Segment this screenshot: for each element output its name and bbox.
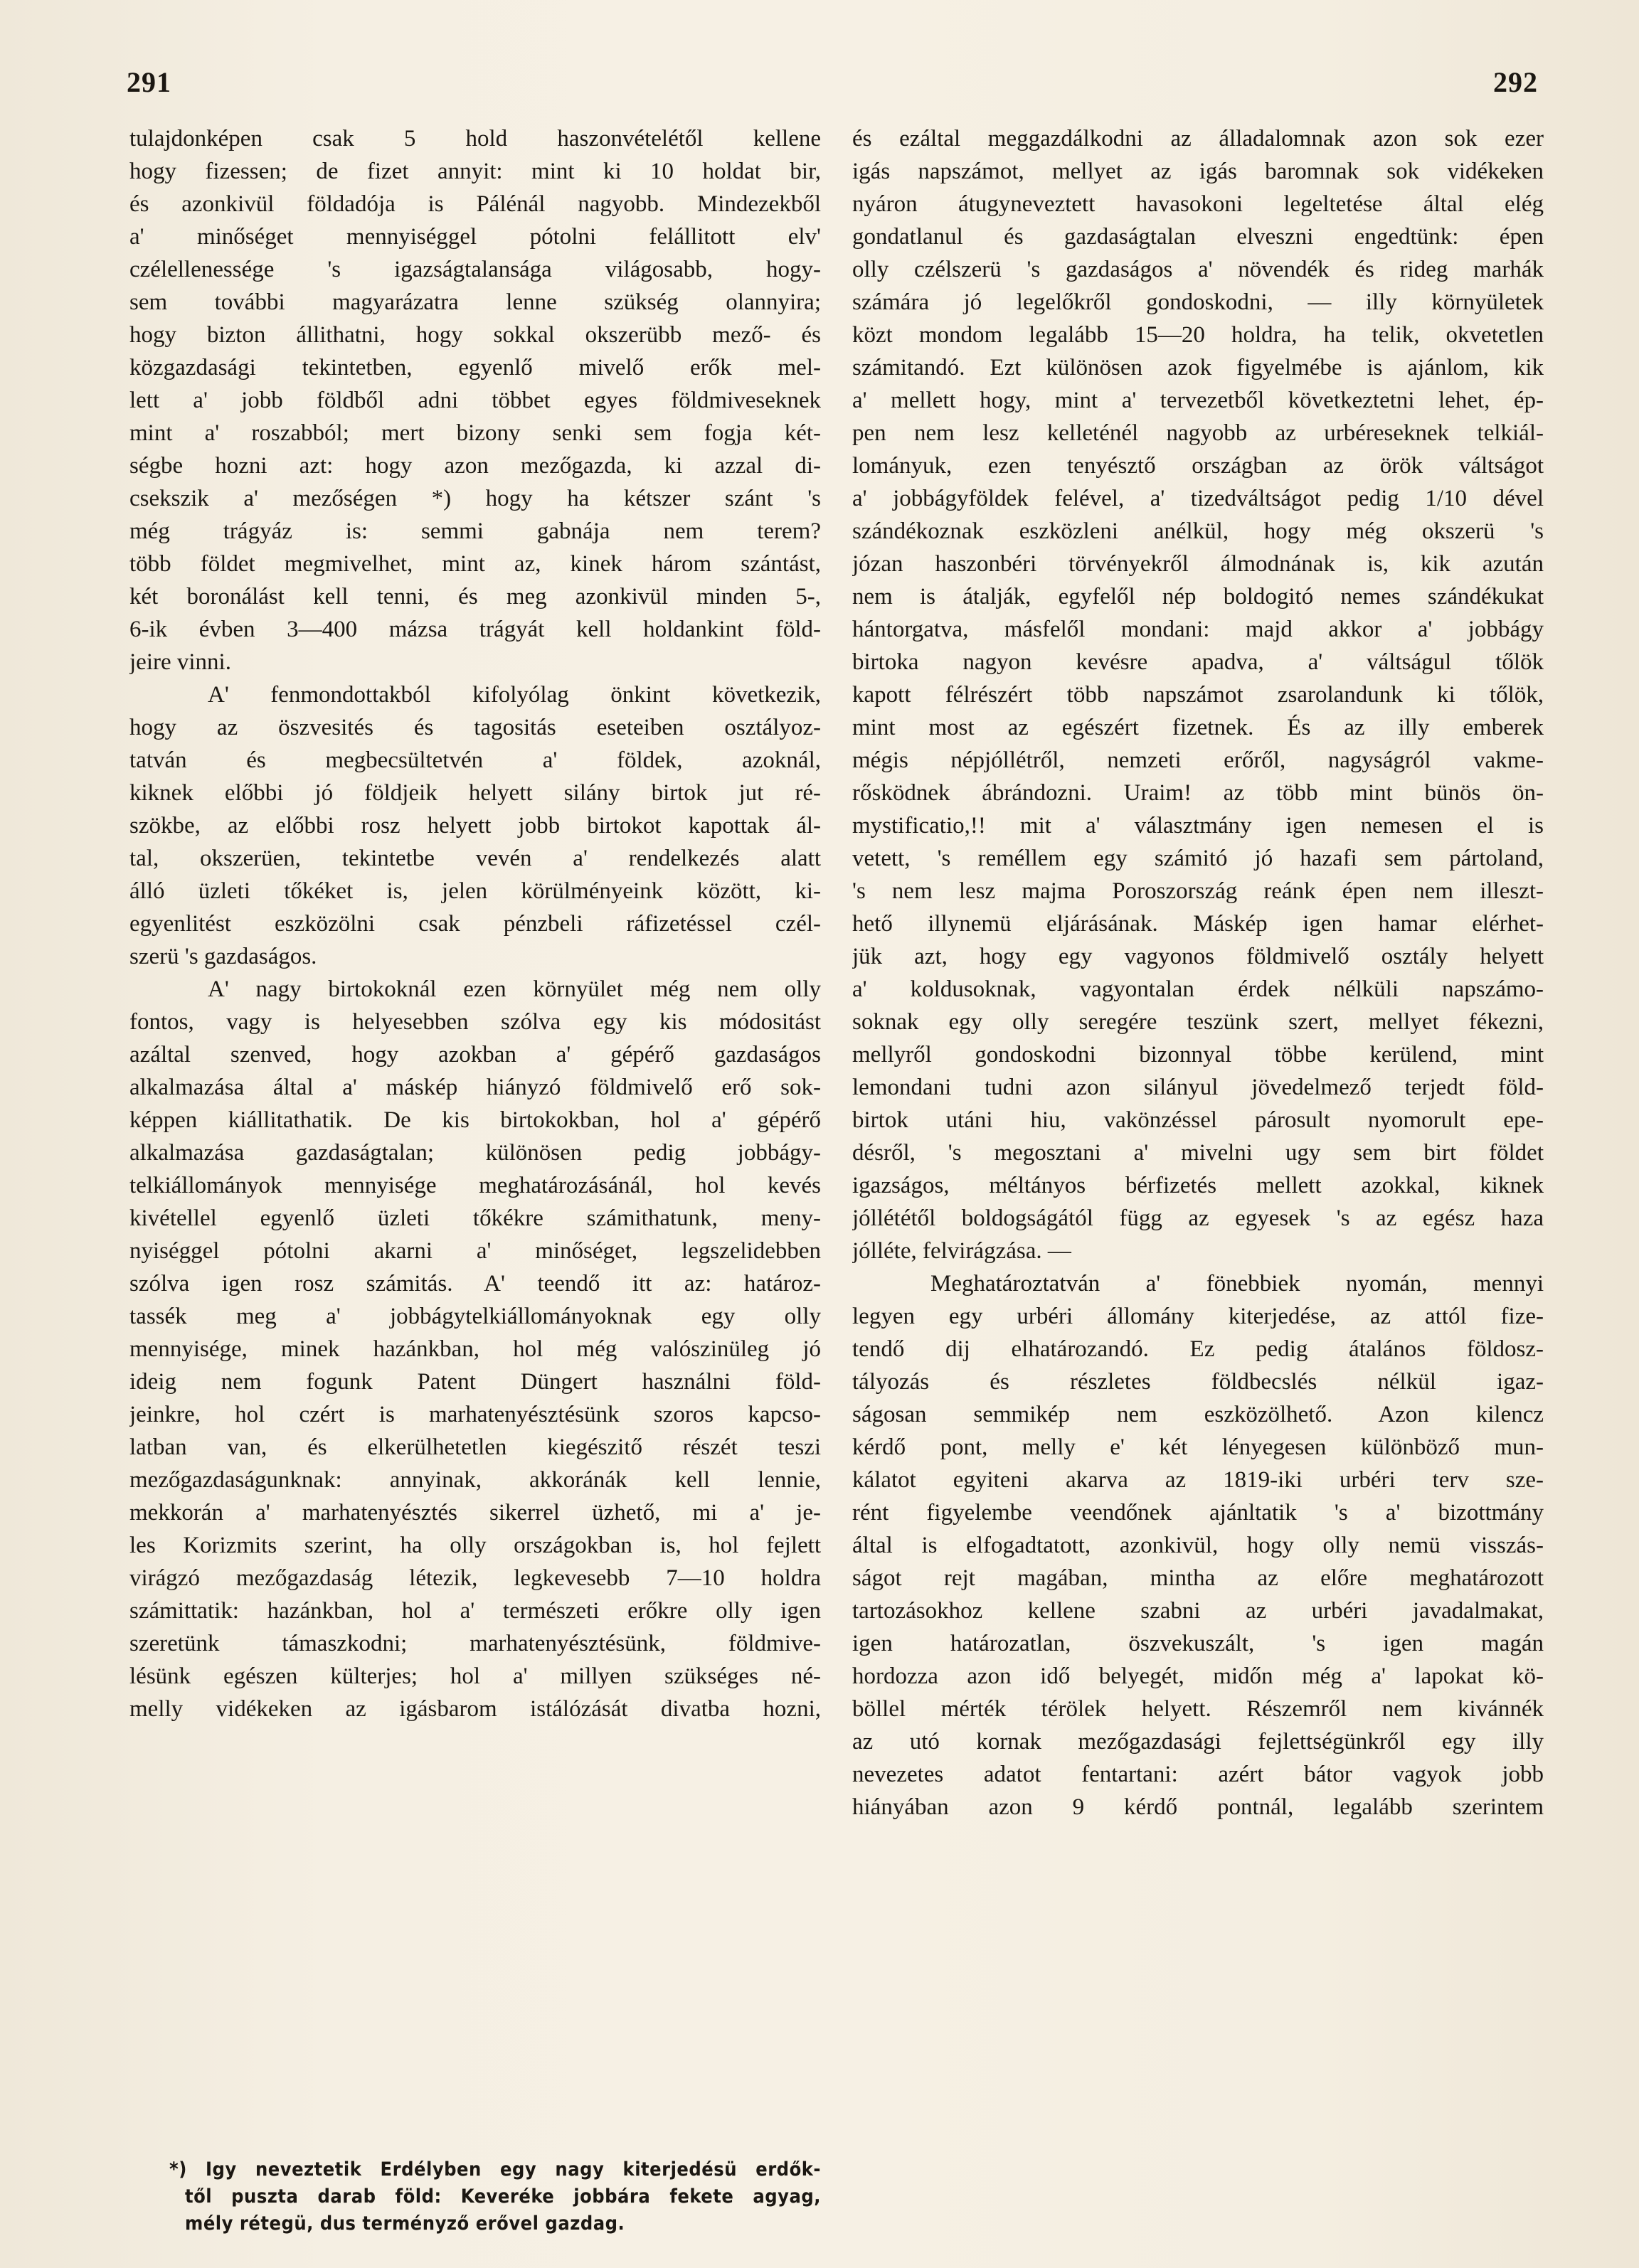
text-line: 6-ik évben 3—400 mázsa trágyát kell holdankint föld- [129, 617, 821, 642]
text-line: böllel mérték térölek helyett. Részemről nem kivánnék [852, 1696, 1544, 1722]
text-line: csekszik a' mezőségen *) hogy ha kétszer szánt 's [129, 486, 821, 511]
text-line: még trágyáz is: semmi gabnája nem terem? [129, 518, 821, 544]
text-line: álló üzleti tőkéket is, jelen körülményeink között, ki- [129, 878, 821, 904]
text-line: mint most az egészért fizetnek. És az illy emberek [852, 715, 1544, 740]
text-line: latban van, és elkerülhetetlen kiegészitő részét teszi [129, 1434, 821, 1460]
text-line: sem további magyarázatra lenne szükség olannyira; [129, 289, 821, 315]
text-line: kivétellel egyenlő üzleti tőkékre számithatunk, meny- [129, 1205, 821, 1231]
text-line: birtoka nagyon kevésre apadva, a' váltságul tőlök [852, 649, 1544, 675]
page-number-right: 292 [1493, 66, 1538, 98]
text-line: olly czélszerü 's gazdaságos a' növendék és rideg marhák [852, 257, 1544, 282]
text-line: ságosan semmikép nem eszközölhető. Azon kilencz [852, 1402, 1544, 1427]
text-line: két boronálást kell tenni, és meg azonkivül minden 5-, [129, 584, 821, 609]
text-line: birtok utáni hiu, vakönzéssel párosult nyomorult epe- [852, 1107, 1544, 1133]
text-line: 's nem lesz majma Poroszország reánk épen nem illeszt- [852, 878, 1544, 904]
text-line: mennyisége, minek hazánkban, hol még valószinüleg jó [129, 1336, 821, 1362]
text-line: a' koldusoknak, vagyontalan érdek nélküli napszámo- [852, 976, 1544, 1002]
text-line: hántorgatva, másfelől mondani: majd akkor a' jobbágy [852, 617, 1544, 642]
text-line: szeretünk támaszkodni; marhatenyésztésünk, földmive- [129, 1631, 821, 1656]
text-line: mégis népjóllétről, nemzeti erőről, nagyságról vakme- [852, 747, 1544, 773]
text-line: közgazdasági tekintetben, egyenlő mivelő erők mel- [129, 355, 821, 380]
text-line: igen határozatlan, öszvekuszált, 's igen magán [852, 1631, 1544, 1656]
text-line: szerü 's gazdaságos. [129, 944, 317, 969]
text-line: alkalmazása gazdaságtalan; különösen pedig jobbágy- [129, 1140, 821, 1166]
text-line: tatván és megbecsültetvén a' földek, azoknál, [129, 747, 821, 773]
text-line: nem is átalják, egyfelől nép boldogitó nemes szándékukat [852, 584, 1544, 609]
text-line: mekkorán a' marhatenyésztés sikerrel üzhető, mi a' je- [129, 1500, 821, 1526]
text-line: alkalmazása által a' máskép hiányzó földmivelő erő sok- [129, 1075, 821, 1100]
text-line: a' jobbágyföldek felével, a' tizedváltságot pedig 1/10 dével [852, 486, 1544, 511]
text-line: lemondani tudni azon silányul jövedelmező terjedt föld- [852, 1075, 1544, 1100]
text-line: tal, okszerüen, tekintetbe vevén a' rendelkezés alatt [129, 846, 821, 871]
text-line: egyenlitést eszközölni csak pénzbeli ráfizetéssel czél- [129, 911, 821, 937]
text-line: telkiállományok mennyisége meghatározásánál, hol kevés [129, 1173, 821, 1198]
text-line: rősködnek ábrándozni. Uraim! az több mint bünös ön- [852, 780, 1544, 806]
text-line: czélellenessége 's igazságtalansága világosabb, hogy- [129, 257, 821, 282]
text-line: les Korizmits szerint, ha olly országokban is, hol fejlett [129, 1533, 821, 1558]
text-line: hogy fizessen; de fizet annyit: mint ki 10 holdat bir, [129, 159, 821, 184]
text-line: és ezáltal meggazdálkodni az álladalomnak azon sok ezer [852, 126, 1544, 151]
text-line: től puszta darab föld: Keveréke jobbára fekete agyag, [185, 2186, 821, 2208]
text-line: képpen kiállitathatik. De kis birtokokban, hol a' gépérő [129, 1107, 821, 1133]
text-line: tályozás és részletes földbecslés nélkül igaz- [852, 1369, 1544, 1395]
text-line: jeire vinni. [129, 649, 231, 675]
text-line: mint a' roszabból; mert bizony senki sem fogja két- [129, 420, 821, 446]
text-line: jóllététől boldogságától függ az egyesek 's az egész haza [852, 1205, 1544, 1231]
text-line: igás napszámot, mellyet az igás baromnak sok vidékeken [852, 159, 1544, 184]
text-line: rént figyelembe veendőnek ajánltatik 's a' bizottmány [852, 1500, 1544, 1526]
text-line: józan haszonbéri törvényekről álmodnának is, kik azután [852, 551, 1544, 577]
text-line: kérdő pont, melly e' két lényegesen különböző mun- [852, 1434, 1544, 1460]
text-line: jólléte, felvirágzása. — [852, 1238, 1071, 1264]
text-line: soknak egy olly seregére teszünk szert, mellyet fékezni, [852, 1009, 1544, 1035]
text-line: több földet megmivelhet, mint az, kinek három szántást, [129, 551, 821, 577]
text-line: a' minőséget mennyiséggel pótolni felállitott elv' [129, 224, 821, 250]
text-line: ideig nem fogunk Patent Düngert használni föld- [129, 1369, 821, 1395]
text-line: ságot rejt magában, mintha az előre meghatározott [852, 1565, 1544, 1591]
text-line: azáltal szenved, hogy azokban a' gépérő gazdaságos [129, 1042, 821, 1068]
text-line: igazságos, méltányos bérfizetés mellett azokkal, kiknek [852, 1173, 1544, 1198]
text-line: mély rétegü, dus terményző erővel gazdag. [185, 2213, 625, 2235]
text-line: számittatik: hazánkban, hol a' természeti erőkre olly igen [129, 1598, 821, 1624]
text-line: A' nagy birtokoknál ezen környület még nem olly [208, 976, 821, 1002]
text-line: tulajdonképen csak 5 hold haszonvételétől kellene [129, 126, 821, 151]
text-line: *) Igy neveztetik Erdélyben egy nagy kiterjedésü erdők- [169, 2158, 821, 2181]
text-line: a' mellett hogy, mint a' tervezetből következtetni lehet, ép- [852, 388, 1544, 413]
text-line: kiknek előbbi jó földjeik helyett silány birtok jut ré- [129, 780, 821, 806]
text-line: hordozza azon idő belyegét, midőn még a' lapokat kö- [852, 1663, 1544, 1689]
right-text-column [852, 122, 1544, 1824]
text-line: tendő dij elhatározandó. Ez pedig átalános földosz- [852, 1336, 1544, 1362]
text-line: lésünk egészen külterjes; hol a' millyen szükséges né- [129, 1663, 821, 1689]
text-line: szándékoznak eszközleni anélkül, hogy még okszerü 's [852, 518, 1544, 544]
text-line: A' fenmondottakból kifolyólag önkint következik, [208, 682, 821, 708]
text-line: számára jó legelőkről gondoskodni, — illy környületek [852, 289, 1544, 315]
text-line: nyiséggel pótolni akarni a' minőséget, legszelidebben [129, 1238, 821, 1264]
text-line: hogy bizton állithatni, hogy sokkal okszerübb mező- és [129, 322, 821, 348]
text-line: közt mondom legalább 15—20 holdra, ha telik, okvetetlen [852, 322, 1544, 348]
text-line: és azonkivül földadója is Pálénál nagyobb. Mindezekből [129, 191, 821, 217]
left-text-column [129, 122, 821, 1725]
text-line: hiányában azon 9 kérdő pontnál, legalább szerintem [852, 1794, 1544, 1820]
text-line: mystificatio,!! mit a' választmány igen nemesen el is [852, 813, 1544, 838]
text-line: Meghatároztatván a' fönebbiek nyomán, mennyi [930, 1271, 1544, 1297]
page-number-left: 291 [127, 66, 171, 98]
text-line: lett a' jobb földből adni többet egyes földmiveseknek [129, 388, 821, 413]
text-line: hető illynemü eljárásának. Máskép igen hamar elérhet- [852, 911, 1544, 937]
text-line: gondatlanul és gazdaságtalan elveszni engedtünk: épen [852, 224, 1544, 250]
footnote [129, 2156, 821, 2237]
text-line: az utó kornak mezőgazdasági fejlettségünkről egy illy [852, 1729, 1544, 1755]
text-line: lományuk, ezen tenyésztő országban az örök váltságot [852, 453, 1544, 479]
text-line: fontos, vagy is helyesebben szólva egy kis módositást [129, 1009, 821, 1035]
text-line: számitandó. Ezt különösen azok figyelmébe is ajánlom, kik [852, 355, 1544, 380]
text-line: hogy az öszvesités és tagositás eseteiben osztályoz- [129, 715, 821, 740]
text-line: melly vidékeken az igásbarom istálózását divatba hozni, [129, 1696, 821, 1722]
text-line: nevezetes adatot fentartani: azért bátor vagyok jobb [852, 1762, 1544, 1787]
text-line: mezőgazdaságunknak: annyinak, akkoránák kell lennie, [129, 1467, 821, 1493]
text-line: jeinkre, hol czért is marhatenyésztésünk szoros kapcso- [129, 1402, 821, 1427]
text-line: désről, 's megosztani a' mivelni ugy sem birt földet [852, 1140, 1544, 1166]
text-line: virágzó mezőgazdaság létezik, legkevesebb 7—10 holdra [129, 1565, 821, 1591]
text-line: mellyről gondoskodni bizonnyal többe kerülend, mint [852, 1042, 1544, 1068]
text-line: jük azt, hogy egy vagyonos földmivelő osztály helyett [852, 944, 1544, 969]
text-line: legyen egy urbéri állomány kiterjedése, az attól fize- [852, 1304, 1544, 1329]
text-line: szökbe, az előbbi rosz helyett jobb birtokot kapottak ál- [129, 813, 821, 838]
text-line: kapott félrészért több napszámot zsarolandunk ki tőlök, [852, 682, 1544, 708]
text-line: tartozásokhoz kellene szabni az urbéri javadalmakat, [852, 1598, 1544, 1624]
text-line: pen nem lesz kelleténél nagyobb az urbéreseknek telkiál- [852, 420, 1544, 446]
text-line: szólva igen rosz számitás. A' teendő itt az: határoz- [129, 1271, 821, 1297]
text-line: ségbe hozni azt: hogy azon mezőgazda, ki azzal di- [129, 453, 821, 479]
text-line: kálatot egyiteni akarva az 1819-iki urbéri terv sze- [852, 1467, 1544, 1493]
text-line: tassék meg a' jobbágytelkiállományoknak egy olly [129, 1304, 821, 1329]
text-line: által is elfogadtatott, azonkivül, hogy olly nemü visszás- [852, 1533, 1544, 1558]
text-line: vetett, 's reméllem egy számitó jó hazafi sem pártoland, [852, 846, 1544, 871]
text-line: nyáron átugyneveztett havasokoni legeltetése által elég [852, 191, 1544, 217]
